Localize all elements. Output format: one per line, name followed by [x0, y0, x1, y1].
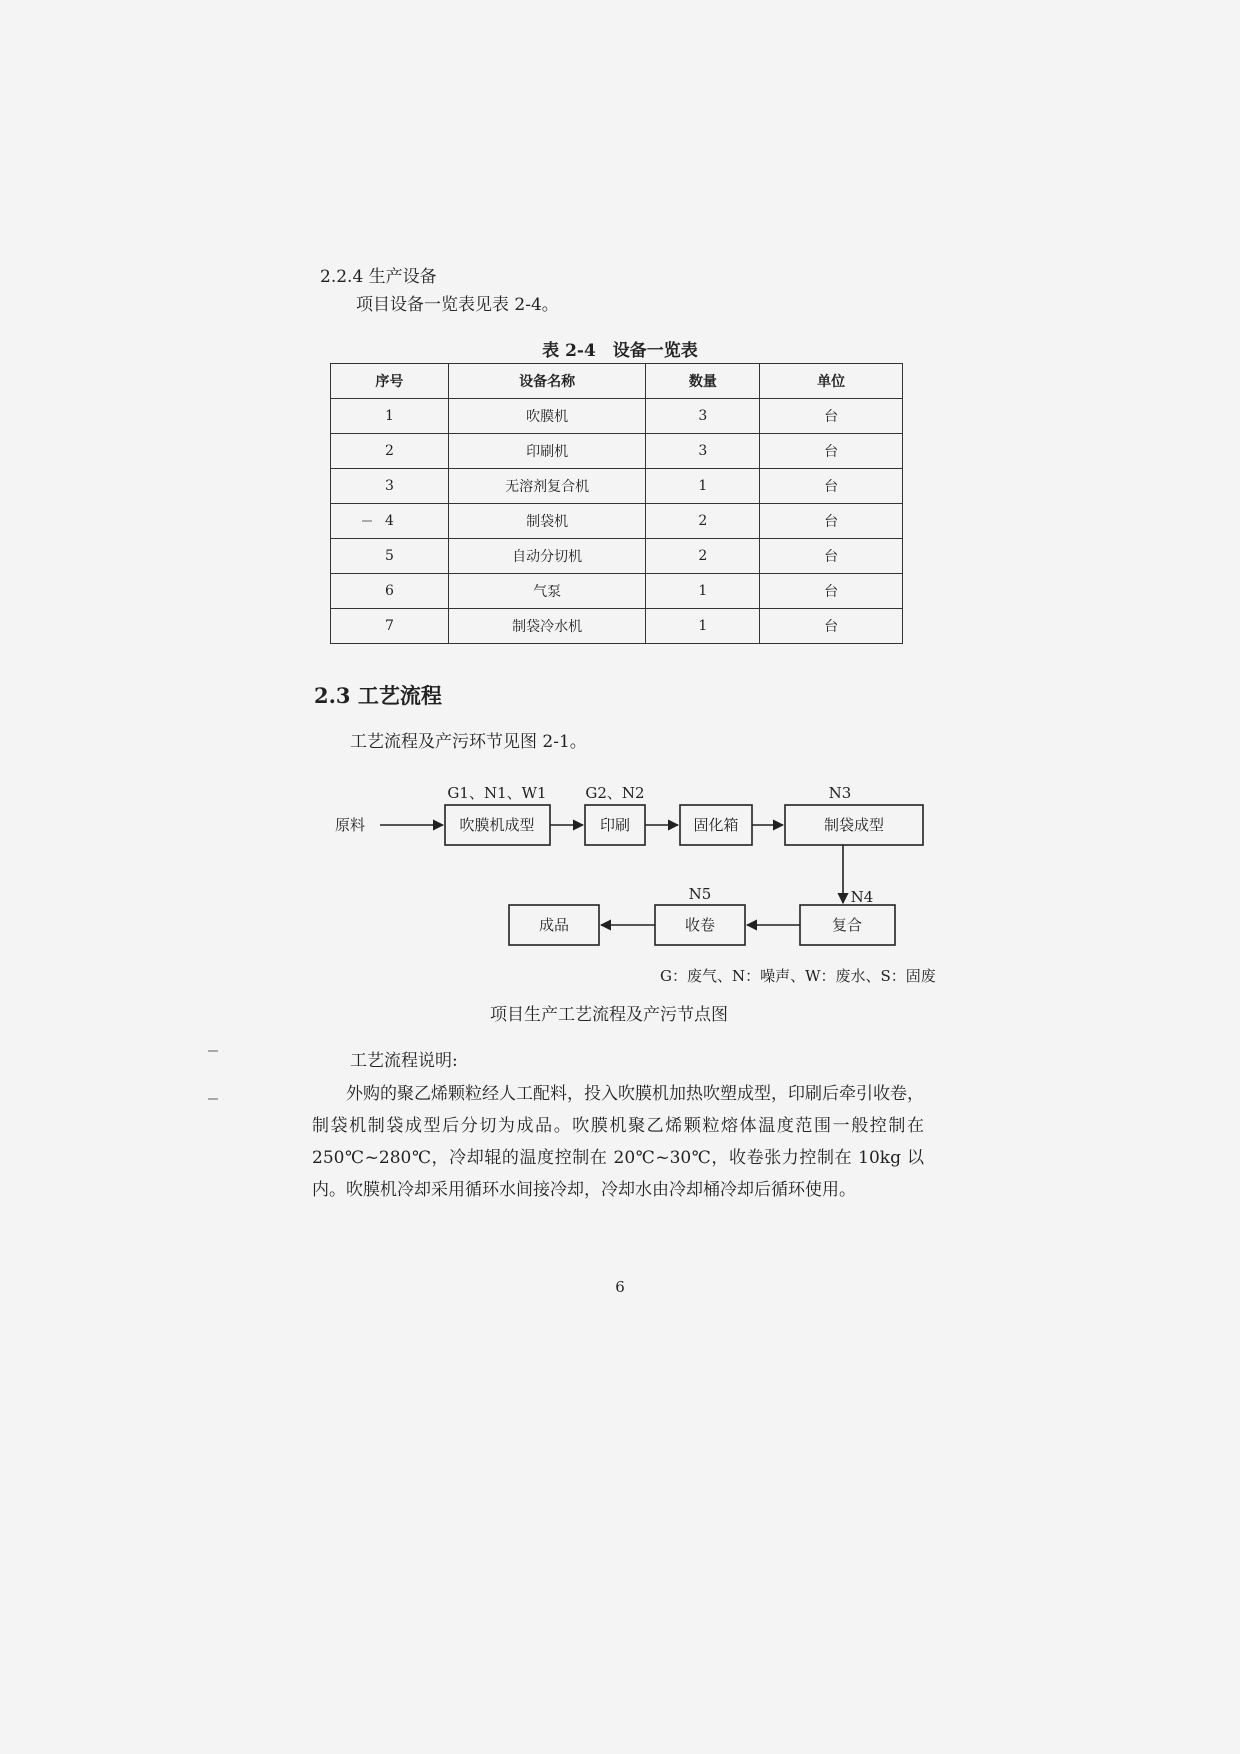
table-row	[331, 469, 903, 504]
node-label-laminate: 复合	[831, 916, 863, 934]
table-cell: 3	[646, 434, 760, 469]
process-flow-diagram	[330, 775, 970, 965]
table-row	[331, 609, 903, 644]
description-body: 外购的聚乙烯颗粒经人工配料，投入吹膜机加热吹塑成型，印刷后牵引收卷，制袋机制袋成型后分切为成品。吹膜机聚乙烯颗粒熔体温度范围一般控制在250℃~280℃，冷却辊的温度控制在 20℃~30℃，收卷张力控制在 10kg 以内。吹膜机冷却采用循环水间接冷却，冷却水由冷却桶冷却后循环使用。	[312, 1084, 924, 1200]
table-cell: 台	[760, 469, 903, 504]
table-cell: 2	[331, 434, 449, 469]
table-cell: 自动分切机	[448, 539, 646, 574]
table-cell: 台	[760, 504, 903, 539]
page-number: 6	[615, 1278, 625, 1296]
node-label-wind: 收卷	[684, 916, 716, 934]
table-cell: 7	[331, 609, 449, 644]
node-label-blow: 吹膜机成型	[459, 816, 535, 834]
table-caption: 表 2-4 设备一览表	[542, 341, 698, 361]
table-row	[331, 574, 903, 609]
pollution-label-wind: N5	[688, 885, 712, 903]
table-cell: 吹膜机	[448, 399, 646, 434]
header-cell: 数量	[646, 364, 760, 399]
table-cell: 台	[760, 399, 903, 434]
table-cell: 台	[760, 539, 903, 574]
table-cell: 无溶剂复合机	[448, 469, 646, 504]
equipment-table	[330, 363, 903, 644]
table-cell: 1	[646, 574, 760, 609]
header-cell: 单位	[760, 364, 903, 399]
flow-legend: G：废气、N：噪声、W：废水、S：固废	[660, 967, 936, 985]
table-cell: 台	[760, 574, 903, 609]
node-label-cure: 固化箱	[693, 816, 739, 834]
table-cell: 制袋冷水机	[448, 609, 646, 644]
section-heading-2-3: 2.3 工艺流程	[314, 683, 442, 708]
table-row	[331, 399, 903, 434]
table-header-row	[331, 364, 903, 399]
table-cell: 2	[646, 504, 760, 539]
description-title: 工艺流程说明:	[350, 1051, 458, 1071]
table-cell: 气泵	[448, 574, 646, 609]
pollution-label-print: G2、N2	[585, 784, 645, 802]
table-cell: 印刷机	[448, 434, 646, 469]
table-cell: 3	[331, 469, 449, 504]
table-cell: 1	[331, 399, 449, 434]
table-cell: 制袋机	[448, 504, 646, 539]
table-cell: 台	[760, 609, 903, 644]
scan-speck	[208, 1098, 218, 1100]
flow-input-label: 原料	[335, 816, 366, 834]
pollution-label-bag: N3	[828, 784, 852, 802]
table-cell: 1	[646, 609, 760, 644]
equipment-intro-text: 项目设备一览表见表 2-4。	[356, 295, 559, 315]
scan-speck	[208, 1050, 218, 1052]
node-label-print: 印刷	[599, 816, 631, 834]
table-cell: 4	[331, 504, 449, 539]
table-cell: 3	[646, 399, 760, 434]
section-heading-2-2-4: 2.2.4 生产设备	[320, 267, 437, 287]
node-label-product: 成品	[538, 916, 570, 934]
table-cell: 2	[646, 539, 760, 574]
table-cell: 台	[760, 434, 903, 469]
pollution-label-blow: G1、N1、W1	[447, 784, 547, 802]
pollution-label-laminate: N4	[850, 888, 874, 906]
table-row	[331, 434, 903, 469]
table-cell: 5	[331, 539, 449, 574]
scan-speck	[362, 520, 372, 522]
table-row	[331, 504, 903, 539]
header-cell: 设备名称	[448, 364, 646, 399]
flow-intro-text: 工艺流程及产污环节见图 2-1。	[350, 732, 587, 752]
node-label-bag: 制袋成型	[823, 816, 885, 834]
table-cell: 1	[646, 469, 760, 504]
figure-caption: 项目生产工艺流程及产污节点图	[490, 1005, 728, 1025]
header-cell: 序号	[331, 364, 449, 399]
table-cell: 6	[331, 574, 449, 609]
table-row	[331, 539, 903, 574]
